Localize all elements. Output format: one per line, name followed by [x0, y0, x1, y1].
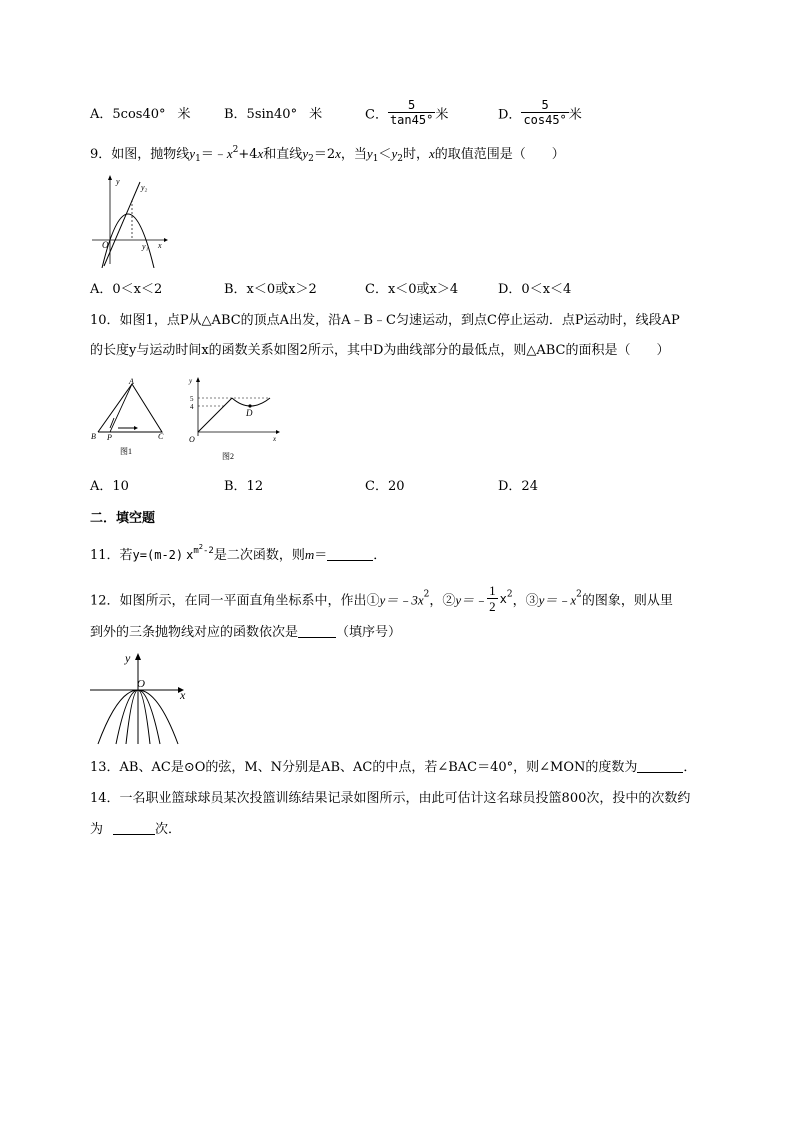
q12-stem-line1: 12．如图所示，在同一平面直角坐标系中，作出$①y=﹣3x^2$，②y＝﹣ $\frac{1}{2}$ $x^2$，$③y=﹣x^2$的图象，则从里: [90, 583, 673, 614]
q10-stem-line1: 10．如图1，点P从△ABC的顶点A出发，沿A﹣B﹣C匀速运动，到点C停止运动．点P运动时，线段AP: [90, 313, 680, 328]
q9-option-a[interactable]: A．0＜x＜2: [90, 282, 163, 297]
label-origin: O: [189, 435, 195, 444]
label-y1: y₁: [142, 242, 149, 251]
y-axis-arrow: [196, 377, 200, 382]
label-y: y: [189, 377, 193, 385]
q8-option-c[interactable]: C． $\frac{5}{\tan 45^\circ}$ 米: [365, 98, 449, 127]
linear-segment: [198, 398, 232, 432]
q10-figure-1: [88, 376, 172, 460]
y-axis-arrow: [108, 175, 112, 180]
section-title: 二．填空题: [90, 511, 156, 526]
q9-option-d[interactable]: D．0＜x＜4: [498, 282, 572, 297]
q8-option-b[interactable]: B．5sin40° 米: [224, 107, 323, 122]
label-x: x: [158, 241, 162, 250]
answer-blank[interactable]: [113, 822, 155, 835]
line-y2: [104, 182, 140, 266]
tick-4: 4: [190, 403, 194, 411]
q11-stem: 11．若y=(m-2) $x^{m^2-2}$是二次函数，则m＝ ．: [90, 543, 387, 563]
answer-blank[interactable]: [298, 625, 336, 638]
q10-figure-2: [184, 374, 284, 464]
x-axis-arrow: [276, 430, 280, 434]
q10-option-d[interactable]: D．24: [498, 479, 538, 494]
label-b: B: [91, 432, 96, 441]
label-y: y: [125, 651, 131, 665]
q12-stem-line2: 到外的三条抛物线对应的函数依次是 （填序号）: [90, 625, 402, 640]
label-y: y: [116, 177, 120, 186]
q8-option-d[interactable]: D． $\frac{5}{\cos 45^\circ}$ 米: [498, 98, 582, 127]
q9-option-c[interactable]: C．x＜0或x＞4: [365, 282, 459, 297]
q9-option-b[interactable]: B．x＜0或x＞2: [224, 282, 317, 297]
triangle-abc: [98, 384, 162, 432]
q13-stem: 13．AB、AC是⊙O的弦，M、N分别是AB、AC的中点，若∠BAC＝40°，则∠MON的度数为 ．: [90, 760, 697, 775]
arrow-ab: [110, 418, 114, 428]
label-x: x: [273, 435, 277, 443]
label-c: C: [158, 432, 164, 441]
label-x: x: [180, 688, 186, 702]
arrow-head: [134, 426, 138, 430]
tick-5: 5: [190, 395, 194, 403]
q14-stem-line2: 为 次．: [90, 822, 182, 837]
label-d: D: [246, 408, 253, 418]
q14-stem-line1: 14．一名职业篮球球员某次投篮训练结果记录如图所示，由此可估计这名球员投篮800次，投中的次数约: [90, 791, 691, 806]
q10-option-c[interactable]: C．20: [365, 479, 405, 494]
segment-ap: [110, 384, 132, 432]
label-origin: O: [102, 240, 109, 250]
q9-figure: [90, 172, 170, 268]
q10-option-b[interactable]: B．12: [224, 479, 264, 494]
answer-blank[interactable]: [327, 548, 373, 561]
label-origin: O: [137, 678, 145, 690]
q10-option-a[interactable]: A．10: [90, 479, 129, 494]
q12-figure: [88, 650, 192, 746]
q9-stem: 9．如图，抛物线$y_1=﹣x^2+4x$和直线$y_2=2x$，当$y_1<y_2$时，x的取值范围是（ ）: [90, 145, 565, 164]
label-a: A: [129, 377, 134, 386]
y-axis-arrow: [135, 653, 141, 660]
label-p: P: [107, 433, 112, 442]
q8-option-a[interactable]: A．5cos40° 米: [90, 107, 191, 122]
fraction: $\frac{5}{\tan 45^\circ}$: [389, 98, 434, 127]
answer-blank[interactable]: [637, 760, 683, 773]
x-axis-arrow: [164, 238, 168, 242]
label-y2: y₂: [141, 183, 148, 192]
figure-caption-1: 图1: [120, 447, 132, 456]
q10-stem-line2: 的长度y与运动时间x的函数关系如图2所示，其中D为曲线部分的最低点，则△ABC的面积是（ ）: [90, 343, 670, 358]
fraction: $\frac{5}{\cos 45^\circ}$: [523, 98, 567, 127]
figure-caption-2: 图2: [222, 452, 234, 461]
